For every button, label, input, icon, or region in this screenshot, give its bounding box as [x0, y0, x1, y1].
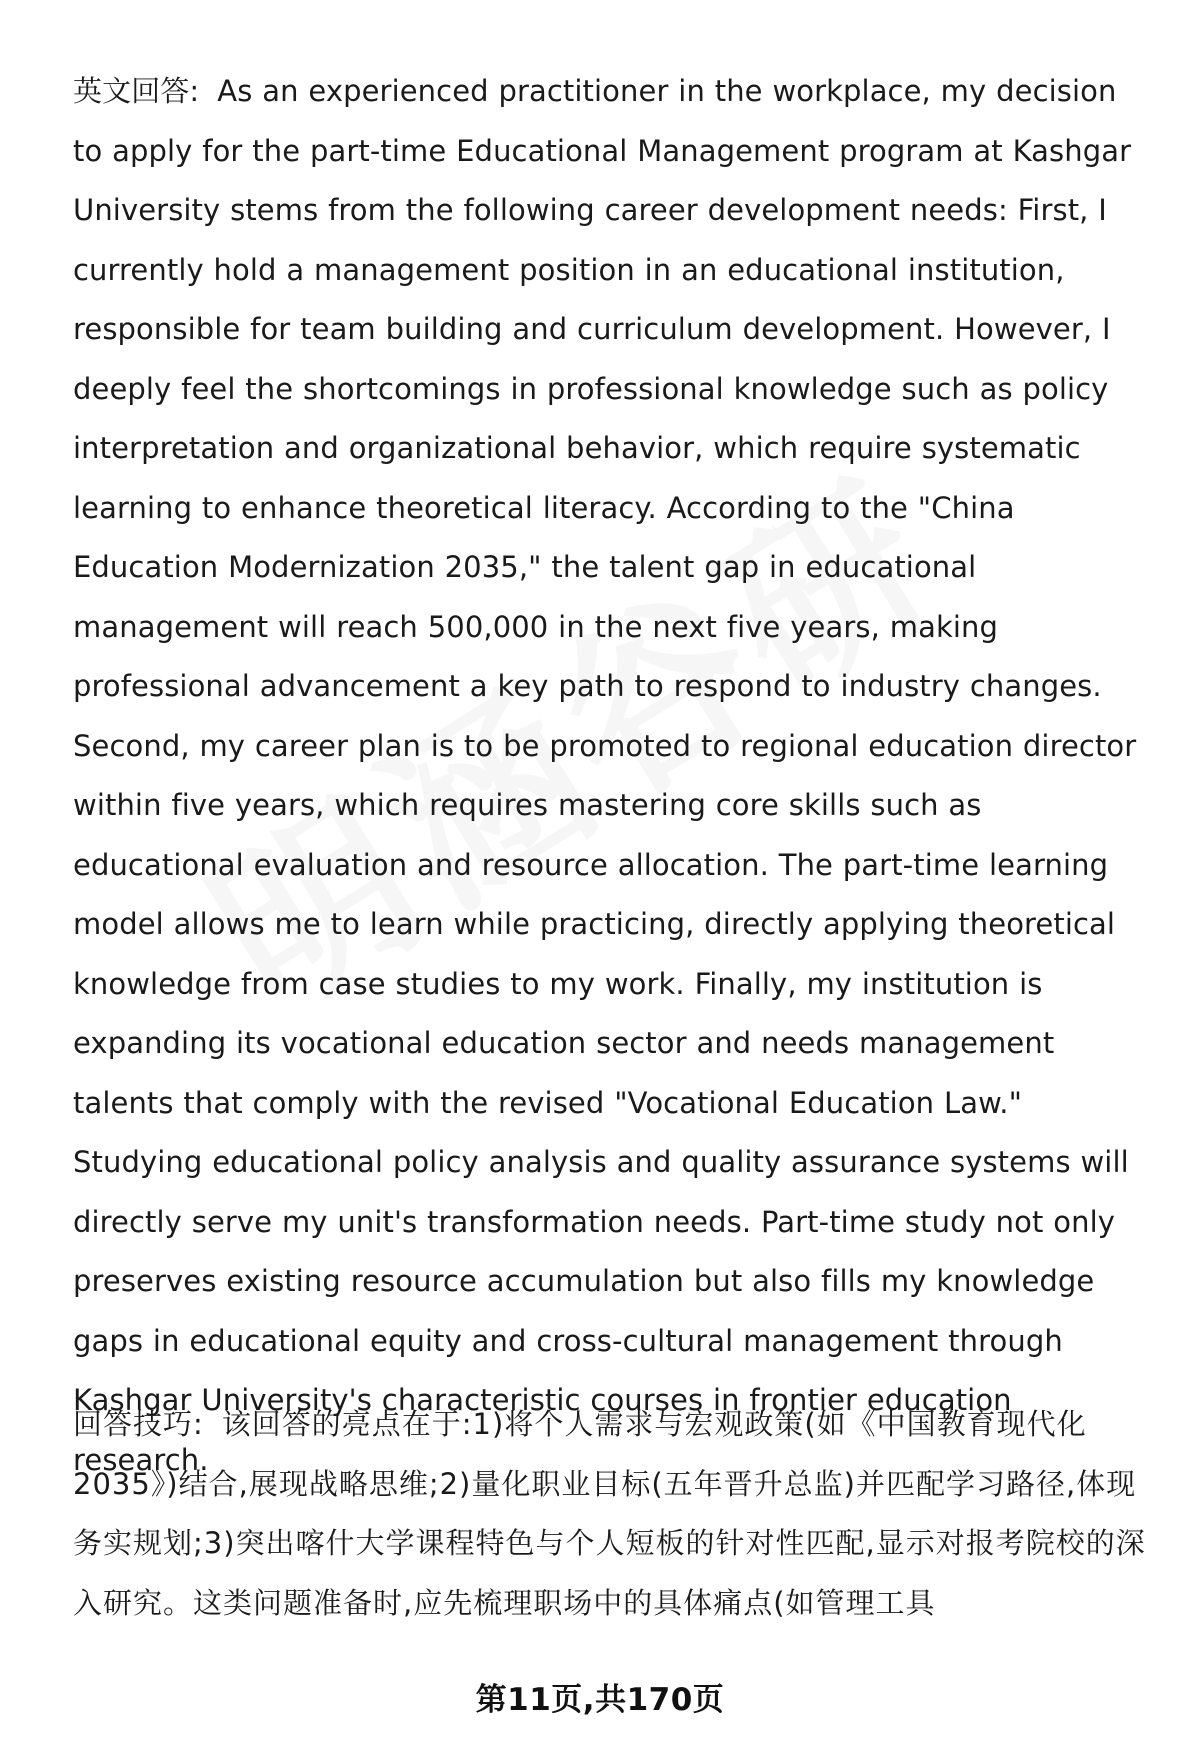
answer-tips-section	[73, 1395, 1153, 1633]
english-answer-paragraph	[73, 62, 1153, 1490]
english-answer-section	[73, 62, 1153, 1490]
answer-tips-text: 该回答的亮点在于:1)将个人需求与宏观政策(如《中国教育现代化2035》)结合,展现战略思维;2)量化职业目标(五年晋升总监)并匹配学习路径,体现务实规划;3)突出喀什大学课程特色与个人短板的针对性匹配,显示对报考院校的深入研究。这类问题准备时,应先梳理职场中的具体痛点(如管理工具	[73, 1407, 1146, 1620]
page-number-footer: 第11页,共170页	[475, 1682, 725, 1718]
english-answer-text: As an experienced practitioner in the workplace, my decision to apply for the part-time Educational Management program at Kashgar University stems from the following career development needs: First, I currently hold a management position in an educational institution, responsible for team building and curriculum development. However, I deeply feel the shortcomings in professional knowledge such as policy interpretation and organizational behavior, which require systematic learning to enhance theoretical literacy. According to the "China Education Modernization 2035," the talent gap in educational management will reach 500,000 in the next five years, making professional advancement a key path to respond to industry changes. Second, my career plan is to be promoted to regional education director within five years, which requires mastering core skills such as educational evaluation and resource allocation. The part-time learning model allows me to learn while practicing, directly applying theoretical knowledge from case studies to my work. Finally, my institution is expanding its vocational education sector and needs management talents that comply with the revised "Vocational Education Law." Studying educational policy analysis and quality assurance systems will directly serve my unit's transformation needs. Part-time study not only preserves existing resource accumulation but also fills my knowledge gaps in educational equity and cross-cultural management through Kashgar University's characteristic courses in frontier education research.	[73, 74, 1137, 1477]
answer-tips-label: 回答技巧:	[73, 1407, 204, 1441]
english-answer-label: 英文回答:	[73, 74, 200, 108]
answer-tips-paragraph	[73, 1395, 1153, 1633]
